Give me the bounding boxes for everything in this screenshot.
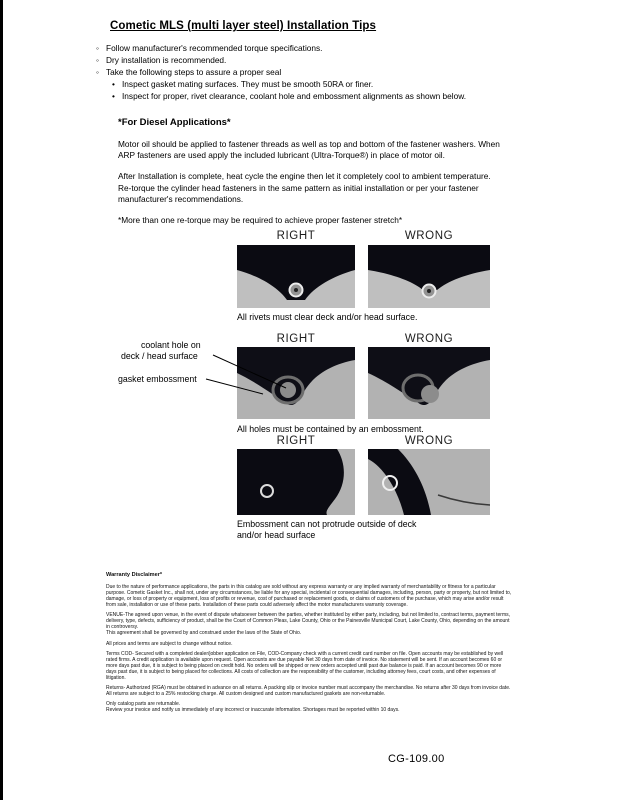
list-subitem (112, 78, 582, 90)
coolant-hole-wrong-svg (368, 347, 490, 419)
embossment-caption: Embossment can not protrude outside of deck (237, 519, 417, 529)
dot-bullet-icon: • (112, 79, 115, 90)
rivet-right-image (237, 245, 355, 308)
dot-bullet-icon: • (112, 91, 115, 102)
diesel-paragraph: After Installation is complete, heat cycle the engine then let it completely cool to ambient temperature. Re-torque the cylinder head fasteners in the same pattern as initial installation or per your fastener manufacturer's recommendations. (118, 171, 491, 204)
tip-text: Take the following steps to assure a proper seal (106, 67, 282, 78)
warranty-paragraph: All prices and terms are subject to change without notice. (106, 640, 233, 647)
embossment-wrong-image (368, 449, 490, 515)
warranty-paragraph: Terms COD- Secured with a completed dealer/jobber application on File, COD-Company check with a current credit card number on file. Open accounts may be established by well rated firms. A credit application is available upon request. Open accounts are due payable Net 30 days from date of invoice. No statement will be sent. If an account becomes 60 or more days past due, it is subject to being placed on credit hold. No orders will be shipped or new orders accepted until past due balance is paid. If an account becomes 90 or more days past due, it is subject to being placed for collections. All costs of collection are the responsibility of the customer, including attorney fees, court costs, and other expenses of litigation. (106, 650, 504, 682)
rivet-right-svg (237, 245, 355, 308)
list-item (96, 42, 582, 54)
retorque-note: *More than one re-torque may be required to achieve proper fastener stretch* (118, 215, 403, 226)
warranty-paragraph: Review your invoice and notify us immediately of any incorrect or inaccurate information. Shortages must be reported within 10 days. (106, 707, 400, 714)
warranty-disclaimer-section (106, 572, 513, 718)
list-item (96, 66, 582, 78)
gasket-embossment-annotation: gasket embossment (118, 374, 197, 384)
warranty-paragraph: Only catalog parts are returnable. (106, 701, 181, 708)
circle-bullet-icon: ◦ (96, 55, 99, 66)
wrong-label: WRONG (404, 435, 454, 447)
warranty-paragraph: This agreement shall be governed by and construed under the laws of the State of Ohio. (106, 630, 302, 637)
coolant-hole-annotation: deck / head surface (121, 351, 198, 361)
embossment-wrong-svg (368, 449, 490, 515)
rivet-wrong-image (368, 245, 490, 308)
circle-bullet-icon: ◦ (96, 43, 99, 53)
warranty-paragraph: Due to the nature of performance applications, the parts in this catalog are sold without any express warranty or any implied warranty of merchantability or fitness for a particular purpose. Cometic Gasket Inc., shall not, under any circumstances, be liable for any special, incidental or consequential damages, including, person, party or property, but not limited to, damage, or loss of property or equipment, loss of profits or revenue, cost of purchased or replacement goods, or claims of customers of the purchase, which may arise and/or result from sale, installation or use of these parts. Installation of these parts could adversely affect the motor manufacturers warranty coverage. (106, 583, 512, 609)
tip-text: Inspect for proper, rivet clearance, coolant hole and embossment alignments as shown below. (122, 91, 467, 102)
page-code: CG-109.00 (388, 753, 445, 765)
tip-text: Dry installation is recommended. (106, 55, 227, 66)
holes-caption: All holes must be contained by an embossment. (237, 424, 424, 434)
list-subitem (112, 90, 582, 102)
right-label: RIGHT (276, 230, 316, 242)
warranty-paragraph: VENUE-The agreed upon venue, in the event of dispute whatsoever between the parties, whether instituted by either party, including, but not limited to, contract terms, payment terms, delivery, type, defects, sufficiency of product, shall be the Court of Common Pleas, Lake County, Ohio or the Painesville Municipal Court, Lake County, Ohio, depending on the amount in controversy. (106, 612, 511, 631)
installation-tips-section (96, 20, 582, 236)
diagram-section (0, 228, 618, 578)
coolant-hole-wrong-image (368, 347, 490, 419)
embossment-right-image (237, 449, 355, 515)
tip-text: Follow manufacturer's recommended torque specifications. (106, 43, 323, 53)
rivet-wrong-svg (368, 245, 490, 308)
coolant-hole-annotation: coolant hole on (141, 340, 201, 350)
wrong-label: WRONG (404, 230, 454, 242)
embossment-right-svg (237, 449, 355, 515)
page-title: Cometic MLS (multi layer steel) Installation Tips (110, 20, 377, 32)
warranty-paragraph: Returns- Authorized (RGA) must be obtained in advance on all returns. A packing slip or invoice number must accompany the merchandise. No returns after 30 days from invoice date. All returns are subject to a 25% restocking charge. All custom designed and custom manufactured gaskets are non-returnable. (106, 685, 511, 698)
circle-bullet-icon: ◦ (96, 67, 99, 78)
right-label: RIGHT (276, 435, 316, 447)
right-label: RIGHT (276, 333, 316, 345)
diesel-paragraph: Motor oil should be applied to fastener threads as well as top and bottom of the fastener washers. When ARP fasteners are used apply the included lubricant (Ultra-Torque®) in place of motor oil. (118, 139, 500, 161)
embossment-caption: and/or head surface (237, 530, 316, 540)
diesel-applications-section (118, 117, 500, 226)
coolant-hole-right-image (237, 347, 355, 419)
rivets-caption: All rivets must clear deck and/or head surface. (237, 312, 418, 322)
wrong-label: WRONG (404, 333, 454, 345)
coolant-hole-right-svg (237, 347, 355, 419)
warranty-heading: Warranty Disclaimer* (106, 572, 163, 578)
tip-text: Inspect gasket mating surfaces. They must be smooth 50RA or finer. (122, 79, 374, 90)
diesel-heading: *For Diesel Applications* (118, 117, 231, 129)
list-item (96, 54, 582, 66)
